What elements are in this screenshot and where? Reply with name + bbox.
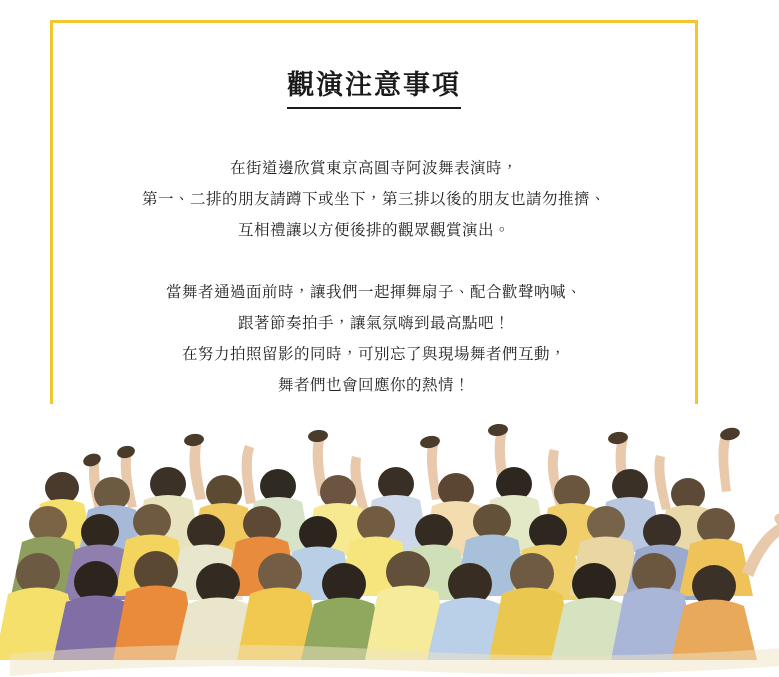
paragraph-2-line-1: 當舞者通過面前時，讓我們一起揮舞扇子、配合歡聲吶喊、: [165, 284, 582, 302]
hand-marks: [82, 423, 741, 468]
paragraph-2: [50, 277, 698, 401]
paragraph-1-line-1: 在街道邊欣賞東京高圓寺阿波舞表演時，: [229, 160, 518, 178]
paragraph-2-line-3: 在努力拍照留影的同時，可別忘了與現場舞者們互動，: [181, 346, 566, 364]
paragraph-1-line-3: 互相禮讓以方便後排的觀眾觀賞演出。: [237, 222, 510, 240]
waving-person-right: [742, 511, 779, 577]
paragraph-1: [50, 153, 698, 246]
paragraph-1-line-2: 第一、二排的朋友請蹲下或坐下，第三排以後的朋友也請勿推擠、: [141, 191, 606, 209]
paragraph-2-line-4: 舞者們也會回應你的熱情！: [277, 377, 470, 395]
watercolor-crowd-illustration: [0, 396, 779, 677]
paragraph-2-line-2: 跟著節奏拍手，讓氣氛嗨到最高點吧！: [237, 315, 510, 333]
poster-content: [50, 20, 698, 401]
page-title: 觀演注意事項: [287, 68, 461, 109]
